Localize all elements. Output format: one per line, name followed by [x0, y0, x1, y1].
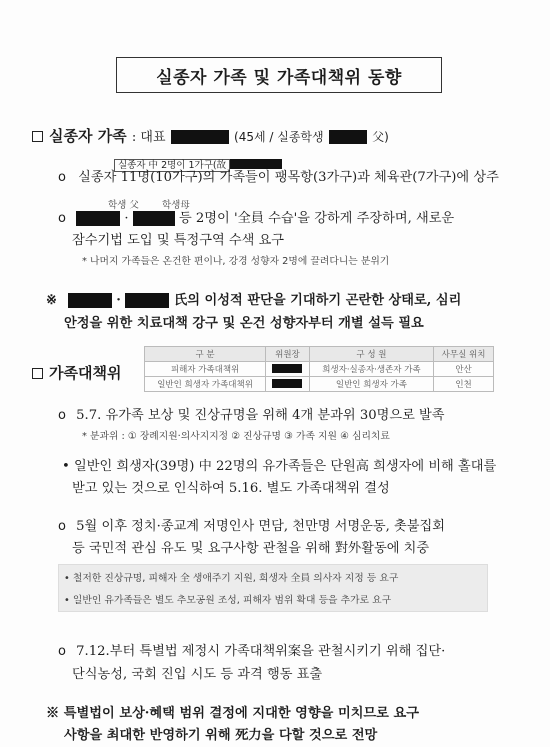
bullet-line-2	[58, 207, 454, 226]
reference-line-1	[46, 289, 461, 308]
rep-suffix-2: 父)	[372, 130, 389, 144]
reference-line-2	[46, 702, 419, 721]
table-cell: 일반인 희생자 가족대책위	[145, 377, 266, 392]
line-text: 안정을 위한 치료대책 강구 및 온건 성향자부터 개별 설득 필요	[64, 316, 424, 331]
note-1: * 나머지 가족들은 온건한 편이나, 강경 성향자 2명에 끌려다니는 분위기	[82, 256, 390, 267]
bullet-line-5	[58, 515, 445, 534]
shaded-line-1: • 철저한 진상규명, 피해자 全 생애주기 지원, 희생자 全員 의사자 지정 등 요구	[64, 573, 399, 584]
redacted-name	[329, 130, 367, 144]
o-bullet: o	[58, 519, 66, 534]
rep-suffix-1: (45세 / 실종학생	[234, 130, 324, 144]
bullet-line-4-cont	[72, 477, 390, 496]
table-cell	[266, 377, 310, 392]
line-text: 받고 있는 것으로 인식하여 5.16. 별도 가족대책위 결성	[72, 481, 390, 496]
section-missing-families-header	[32, 125, 389, 146]
table-cell: 안산	[434, 362, 494, 377]
line-text: ※ 특별법이 보상·혜택 범위 결정에 지대한 영향을 미치므로 요구	[46, 706, 419, 721]
annotation-student-father: 학생 父	[108, 200, 139, 211]
line-text: 5월 이후 정치·종교계 저명인사 면담, 천만명 서명운동, 촛불집회	[76, 519, 445, 534]
middle-dot: ·	[116, 293, 121, 308]
table-header-row	[145, 347, 494, 362]
table-cell	[266, 362, 310, 377]
square-bullet-icon	[32, 131, 43, 142]
line-text: 잠수기법 도입 및 특정구역 수색 요구	[72, 233, 285, 248]
table-cell: 인천	[434, 377, 494, 392]
committee-table	[144, 346, 494, 392]
table-row	[145, 362, 494, 377]
table-header: 위원장	[266, 347, 310, 362]
table-row	[145, 377, 494, 392]
line-text: 등 국민적 관심 유도 및 요구사항 관철을 위해 對外활동에 치중	[72, 541, 430, 556]
line-text: 5.7. 유가족 보상 및 진상규명을 위해 4개 분과위 30명으로 발족	[76, 408, 445, 423]
square-bullet-icon	[32, 368, 43, 379]
redacted-name	[133, 211, 175, 226]
section-family-committee-header	[32, 362, 121, 383]
bullet-line-5-cont	[72, 537, 429, 556]
reference-mark: ※	[46, 293, 58, 308]
line-text: 단식농성, 국회 진입 시도 등 과격 행동 표출	[72, 667, 323, 682]
line-text: • 일반인 희생자(39명) 中 22명의 유가족들은 단원高 희생자에 비해 홀대를	[62, 459, 497, 474]
annotation-text: 실종자 中 2명이 1가구(故	[114, 159, 230, 172]
line-text: 氏의 이성적 판단을 기대하기 곤란한 상태로, 심리	[174, 293, 462, 308]
table-cell: 피해자 가족대책위	[145, 362, 266, 377]
redacted-name	[125, 293, 169, 308]
line-text: 7.12.부터 특별법 제정시 가족대책위案을 관철시키기 위해 집단·	[76, 644, 446, 659]
table-header: 구 성 원	[309, 347, 433, 362]
table-cell: 희생자·실종자·생존자 가족	[309, 362, 433, 377]
redacted-name	[76, 211, 120, 226]
table-header: 구 분	[145, 347, 266, 362]
line-text: 사항을 최대한 반영하기 위해 死力을 다할 것으로 전망	[64, 728, 378, 743]
table-header: 사무실 위치	[434, 347, 494, 362]
bullet-line-6-cont	[72, 663, 322, 682]
section-title: 실종자 가족	[49, 127, 127, 145]
o-bullet: o	[58, 644, 66, 659]
line-text: 등 2명이 '全員 수습'을 강하게 주장하며, 새로운	[178, 211, 455, 226]
middle-dot: ·	[124, 211, 129, 226]
note-subcommittees: * 분과위 : ① 장례지원·의사지지정 ② 진상규명 ③ 가족 지원 ④ 심리치료	[82, 431, 390, 442]
line-text: 실종자 11명(10가구)의 가족들이 팽목항(3가구)과 체육관(7가구)에 상주	[78, 170, 499, 185]
table-cell: 일반인 희생자 가족	[309, 377, 433, 392]
document-title: 실종자 가족 및 가족대책위 동향	[156, 67, 402, 88]
bullet-line-2-cont	[72, 229, 284, 248]
rep-prefix: : 대표	[131, 130, 166, 145]
bullet-line-1	[58, 166, 499, 185]
redacted-name	[68, 293, 112, 308]
reference-line-1-cont	[64, 312, 424, 331]
document-title-box	[116, 57, 442, 93]
bullet-line-3	[58, 404, 445, 423]
section-title: 가족대책위	[49, 364, 122, 382]
o-bullet: o	[58, 408, 66, 423]
redacted-name	[171, 130, 229, 144]
bullet-line-4	[62, 455, 496, 474]
bullet-line-6	[58, 640, 445, 659]
redacted-name	[272, 379, 302, 388]
shaded-line-2: • 일반인 유가족들은 별도 추모공원 조성, 피해자 범위 확대 등을 추가로 요구	[64, 595, 392, 606]
o-bullet: o	[58, 211, 66, 226]
o-bullet: o	[58, 170, 66, 185]
annotation-student-mother: 학생母	[161, 200, 190, 211]
redacted-name	[272, 364, 302, 373]
reference-line-2-cont	[64, 724, 377, 743]
